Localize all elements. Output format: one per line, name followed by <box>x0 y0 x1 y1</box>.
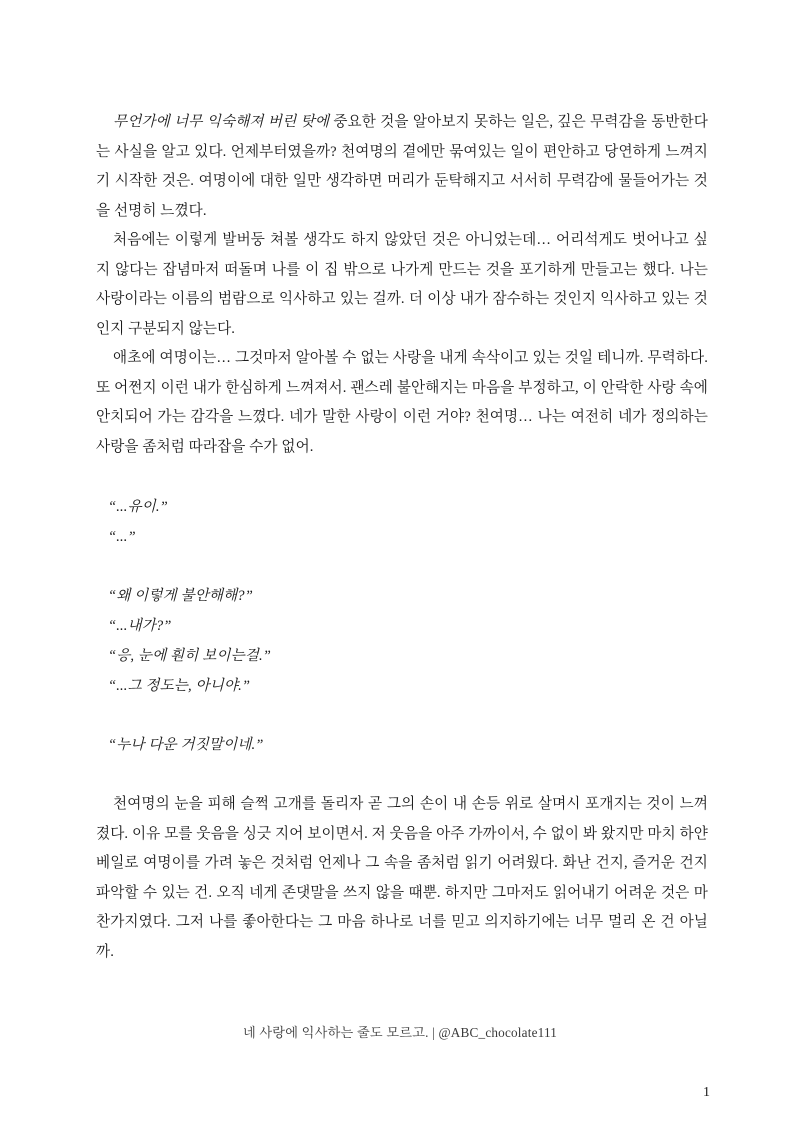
paragraph-closing: 천여명의 눈을 피해 슬쩍 고개를 돌리자 곧 그의 손이 내 손등 위로 살며시 포개지는 것이 느껴졌다. 이유 모를 웃음을 싱긋 지어 보이면서. 저 웃음을 아주 가까이서, 수 없이 봐 왔지만 마치 하얀 베일로 여명이를 가려 놓은 것처럼 언제나 그 속을 좀처럼 읽기 어려웠다. 화난 건지, 즐거운 건지 파악할 수 있는 건. 오직 네게 존댓말을 쓰지 않을 때뿐. 하지만 그마저도 읽어내기 어려운 것은 마찬가지였다. 그저 나를 좋아한다는 그 마음 하나로 너를 믿고 의지하기에는 너무 멀리 온 건 아닐까. <box>96 796 708 960</box>
page-number: 1 <box>703 1085 710 1100</box>
spacer <box>96 701 708 730</box>
document-body <box>96 108 708 967</box>
paragraph-1-lead: 무언가에 너무 익숙해져 버린 탓에 <box>113 114 330 130</box>
spacer <box>96 552 708 581</box>
spacer <box>96 760 708 790</box>
paragraph-2: 처음에는 이렇게 발버둥 쳐볼 생각도 하지 않았던 것은 아니었는데… 어리석게도 벗어나고 싶지 않다는 잡념마저 떠돌며 나를 이 집 밖으로 나가게 만드는 것을 포기하게 만들고는 했다. 나는 사랑이라는 이름의 범람으로 익사하고 있는 걸까. 더 이상 내가 잠수하는 것인지 익사하고 있는 것인지 구분되지 않는다. <box>96 232 708 337</box>
dialogue-line: “응, 눈에 훤히 보이는걸.” <box>108 648 271 664</box>
dialogue-line: “...” <box>108 529 136 545</box>
spacer <box>96 462 708 492</box>
paragraph-1-text: 중요한 것을 알아보지 못하는 일은, 깊은 무력감을 동반한다는 사실을 알고 있다. 언제부터였을까? 천여명의 곁에만 묶여있는 일이 편안하고 당연하게 느껴지기 시작한 것은. 여명이에 대한 일만 생각하면 머리가 둔탁해지고 서서히 무력감에 물들어가는 것을 선명히 느꼈다. <box>96 114 708 219</box>
dialogue-line: “왜 이렇게 불안해해?” <box>108 588 253 604</box>
paragraph-1 <box>96 108 708 226</box>
dialogue-line: “...유이.” <box>108 499 168 515</box>
paragraph-3: 애초에 여명이는… 그것마저 알아볼 수 없는 사랑을 내게 속삭이고 있는 것일 테니까. 무력하다. 또 어쩐지 이런 내가 한심하게 느껴져서. 괜스레 불안해지는 마음을 부정하고, 이 안락한 사랑 속에 안치되어 가는 감각을 느꼈다. 네가 말한 사랑이 이런 거야? 천여명… 나는 여전히 네가 정의하는 사랑을 좀처럼 따라잡을 수가 없어. <box>96 350 708 455</box>
dialogue-line: “...내가?” <box>108 618 172 634</box>
page-footer: 네 사랑에 익사하는 줄도 모르고. | @ABC_chocolate111 <box>242 1025 558 1040</box>
dialogue-line: “누나 다운 거짓말이네.” <box>108 737 264 753</box>
dialogue-line: “...그 정도는, 아니야.” <box>108 678 251 694</box>
